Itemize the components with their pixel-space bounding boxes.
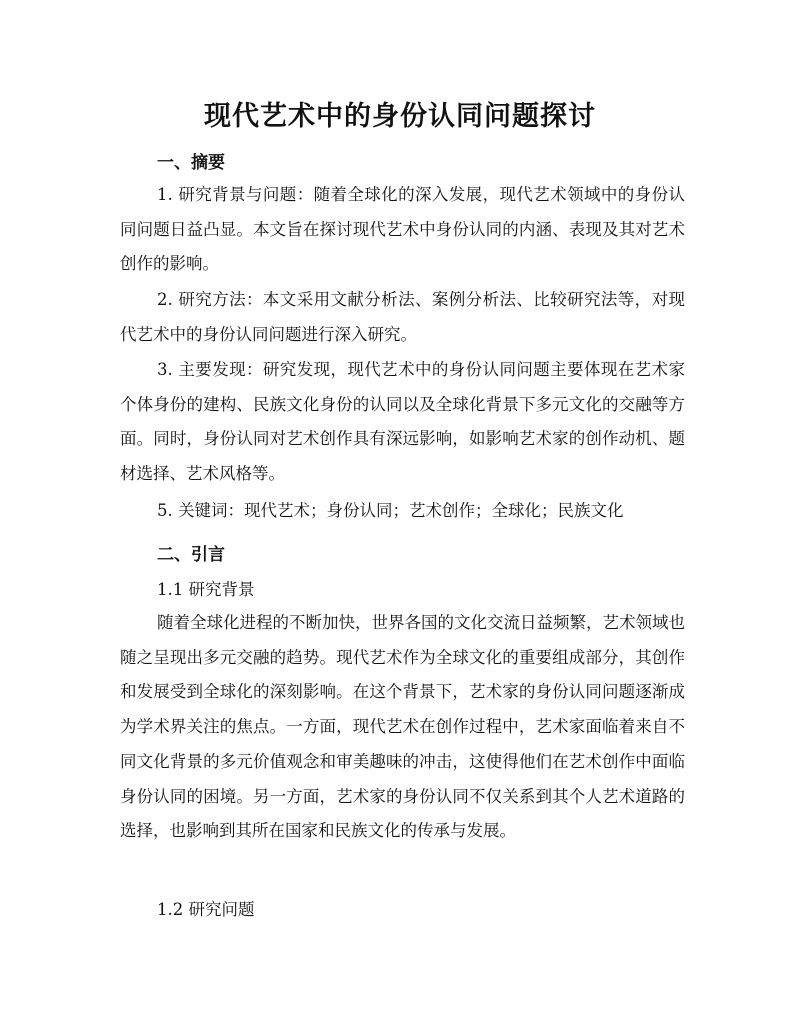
- section-1-1-body: 随着全球化进程的不断加快，世界各国的文化交流日益频繁，艺术领域也随之呈现出多元交融的趋势。现代艺术作为全球文化的重要组成部分，其创作和发展受到全球化的深刻影响。在这个背景下，艺术家的身份认同问题逐渐成为学术界关注的焦点。一方面，现代艺术在创作过程中，艺术家面临着来自不同文化背景的多元价值观念和审美趣味的冲击，这使得他们在艺术创作中面临身份认同的困境。另一方面，艺术家的身份认同不仅关系到其个人艺术道路的选择，也影响到其所在国家和民族文化的传承与发展。: [120, 613, 685, 841]
- document-title: 现代艺术中的身份认同问题探讨: [204, 101, 596, 132]
- abstract-item-background: 1. 研究背景与问题：随着全球化的深入发展，现代艺术领域中的身份认同问题日益凸显。本文旨在探讨现代艺术中身份认同的内涵、表现及其对艺术创作的影响。: [120, 185, 685, 274]
- abstract-heading: 一、摘要: [157, 153, 225, 173]
- abstract-item-methods: 2. 研究方法：本文采用文献分析法、案例分析法、比较研究法等，对现代艺术中的身份认同问题进行深入研究。: [120, 290, 685, 344]
- section-1-2-title: 1.2 研究问题: [157, 900, 255, 919]
- abstract-item-keywords: 5. 关键词：现代艺术；身份认同；艺术创作；全球化；民族文化: [157, 501, 624, 520]
- section-1-1-title: 1.1 研究背景: [157, 580, 255, 599]
- abstract-item-findings: 3. 主要发现：研究发现，现代艺术中的身份认同问题主要体现在艺术家个体身份的建构、民族文化身份的认同以及全球化背景下多元文化的交融等方面。同时，身份认同对艺术创作具有深远影响，如影响艺术家的创作动机、题材选择、艺术风格等。: [120, 360, 685, 484]
- intro-heading: 二、引言: [157, 545, 225, 565]
